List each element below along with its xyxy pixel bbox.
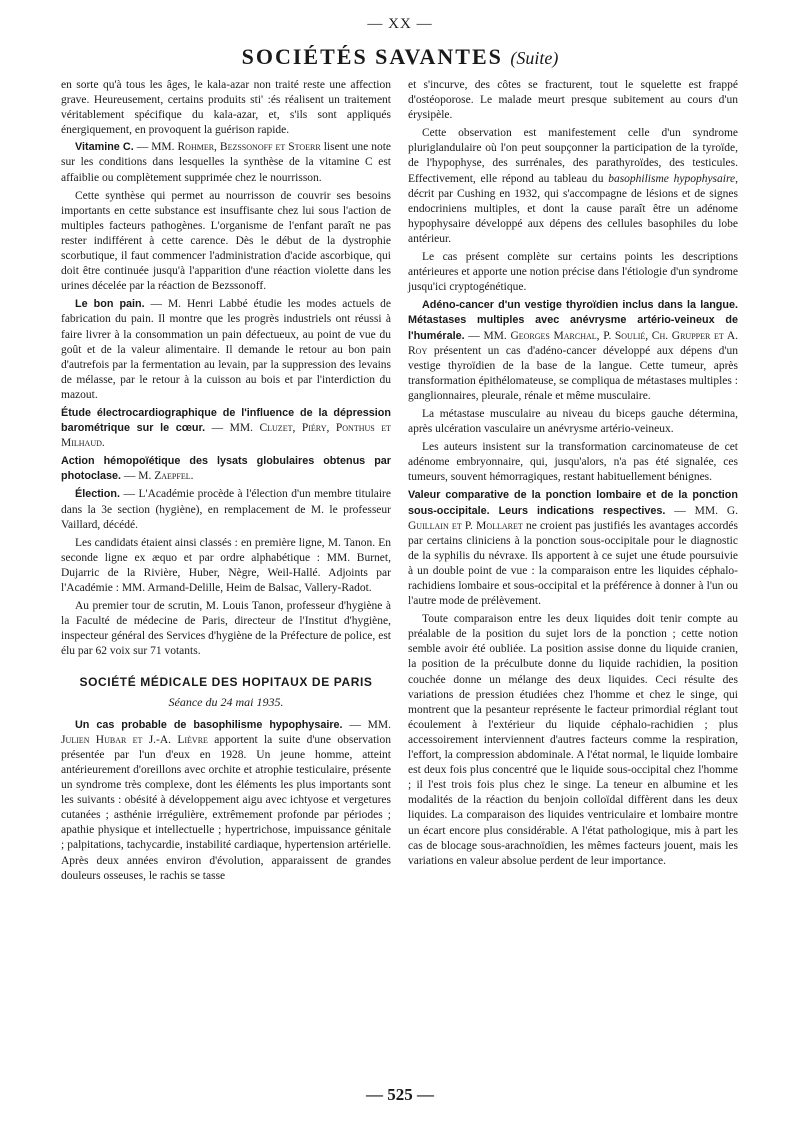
text-election: — L'Académie procède à l'élection d'un membre titulaire dans la 3e section (hygiène), en remplacement de M. le professeur Vaillard, décédé.: [61, 488, 391, 531]
paragraph-metastase: La métastase musculaire au niveau du biceps gauche détermina, après ulcération vasculaire un anévrysme artério-veineux.: [408, 407, 738, 436]
paragraph-scrutin: Au premier tour de scrutin, M. Louis Tanon, professeur d'hygiène à la Faculté de médecine de Paris, directeur de l'Institut d'hygiène, inspecteur général des Services d'hygiène de la Préfecture de police, est élu par 62 voix sur 71 votants.: [61, 600, 391, 658]
paragraph-election: [61, 487, 391, 532]
right-column: [408, 78, 738, 871]
heading-suite: (Suite): [510, 48, 559, 68]
authors-action: — M. Zaepfel.: [123, 470, 194, 483]
text-basophilisme: apportent la suite d'une observation présentée par l'un d'eux en 1928. Un jeune homme, atteint antérieurement d'oreillons avec orchite et atrophie testiculaire, présente un syndrome très complexe, dont les éléments les plus importants sont les suivants : obésité à développement aigu avec ichtyose et vergetures cutanées ; asthénie irrégulière, extrêmement profonde par périodes ; apathie physique et intellectuelle ; hypertrichose, impuissance génitale ; palpitations, tachycardie, instabilité cardiaque, hypertension artérielle. Après deux années environ d'évolution, apparaissent de grandes douleurs osseuses, le rachis se tasse: [61, 733, 391, 882]
text-adeno-cancer: présentent un cas d'adéno-cancer développé aux dépens d'un vestige thyroïdien de la base de la langue. Cette tumeur, après transformation épithélomateuse, se compliqua de métastases multiples : ganglionnaires, pleurale, rénale et même musculaire.: [408, 344, 738, 402]
item-title-election: Élection.: [75, 488, 120, 501]
text-vitamine-c: lisent une note sur les conditions dans lesquelles la synthèse de la vitamine C est affaiblie ou complètement supprimée chez le nourrisson.: [61, 141, 391, 184]
paragraph-candidats: Les candidats étaient ainsi classés : en première ligne, M. Tanon. En seconde ligne ex æquo et par ordre alphabétique : MM. Burnet, Dujarric de la Rivière, Huber, Nègre, Weil-Hallé. Adjoints par l'Académie : MM. Armand-Delille, Heim de Balsac, Vallery-Radot.: [61, 536, 391, 594]
paragraph-action-hemopoietique: [61, 454, 391, 484]
paragraph-vitamine-c: [61, 140, 391, 185]
paragraph-continuation: et s'incurve, des côtes se fracturent, tout le squelette est frappé d'ostéoporose. Le malade meurt presque subitement au cours d'un érysipèle.: [408, 79, 738, 122]
paragraph-etude-ecg: [61, 406, 391, 451]
paragraph-synthese: Cette synthèse qui permet au nourrisson de couvrir ses besoins importants en cette substance est insuffisante chez lui sous l'action de multiples facteurs pathogènes. L'organisme de l'enfant paraît ne pas rester indifférent à cette carence. Dès le début de la dystrophie scorbutique, il faut commencer l'administration d'acide ascorbique, qui doit être continuée jusqu'à l'apparition d'une réaction violette dans les urines décelée par la réaction de Bezssonoff.: [61, 189, 391, 293]
authors-valeur: — MM. G. Guillain et P. Mollaret: [408, 504, 739, 532]
page-number: — 525 —: [366, 1085, 434, 1104]
item-title-valeur: Valeur comparative de la ponction lombaire et de la ponction sous-occipitale. Leurs indications respectives.: [408, 489, 738, 517]
roman-folio: — XX —: [367, 16, 433, 32]
text-observation-italic: basophilisme hypophysaire: [608, 172, 736, 185]
authors-etude-ecg: — MM. Cluzet, Piéry, Ponthus et Milhaud.: [61, 422, 391, 450]
section-title-hopitaux: SOCIÉTÉ MÉDICALE DES HOPITAUX DE PARIS: [79, 675, 373, 690]
paragraph-valeur-ponction: [408, 488, 738, 609]
authors-basophilisme: — MM. Julien Hubar et J.-A. Lièvre: [61, 718, 392, 746]
left-column: [61, 78, 391, 886]
text-bon-pain: — M. Henri Labbé étudie les modes actuels de fabrication du pain. Il montre que les progrès industriels ont réussi à faire livrer à la consommation un pain défectueux, au point de vue du goût et de la valeur alimentaire. Il demande le retour au bon pain d'autrefois par la fermentation au levain, par la suppression des levains de mélasse, par le retour à la cuisson au bois et par l'interdiction du mazout.: [61, 298, 391, 401]
item-title-adeno-cancer: Adéno-cancer d'un vestige thyroïdien inclus dans la langue. Métastases multiples avec anévrysme artério-veineux de l'humérale.: [408, 299, 738, 342]
text-valeur: ne croient pas justifiés les avantages accordés par certains cliniciens à la ponction sous-occipitale pour le diagnostic de la syphilis du névraxe. Ils apportent à ce sujet une étude poursuivie à un double point de vue : la comparaison entre les liquides céphalo-rachidiens lombaire et sous-occipital et la préférence à donner à l'un ou l'autre mode de prélèvement.: [408, 519, 739, 608]
item-title-etude-ecg: Étude électrocardiographique de l'influence de la dépression barométrique sur le cœur.: [61, 406, 391, 435]
paragraph-comparaison: Toute comparaison entre les deux liquides doit tenir compte au préalable de la position du sujet lors de la ponction ; cette notion semble avoir été oubliée. La position assise donne du liquide cranien, la position de la préculbute donne du liquide rachidien, la position couchée donne un mélange des deux liquides. Ceci résulte des variations de pression étudiées chez l'homme et chez le singe, qui montrent que la pesanteur représente le facteur primordial réglant tout écoulement à l'extérieur du liquide céphalo-rachidien ; plus accessoirement interviennent d'autres facteurs comme la respiration, l'effort, la compression abdominale. A l'état normal, le liquide lombaire est deux fois plus concentré que le liquide sous-occipital chez l'homme ; il l'est trois fois plus chez le singe. La teneur en albumine et les modalités de la réaction du benjoin colloïdal diffèrent dans les deux liquides. La comparaison des liquides ventriculaire et lombaire montre un écart encore plus considérable. A l'état pathologique, mis à part les cas de blocage sous-arachnoïdien, les mêmes facteurs jouent, mais les variations en valeur absolue perdent de leur importance.: [408, 613, 738, 867]
item-title-vitamine-c: Vitamine C.: [75, 141, 134, 154]
paragraph-cas-present: Le cas présent complète sur certains points les descriptions antérieures et apporte une notion précise dans l'étiologie d'un syndrome jusqu'ici cryptogénétique.: [408, 251, 738, 294]
paragraph-kala-azar: en sorte qu'à tous les âges, le kala-azar non traité reste une affection grave. Heureusement, certains produits sti' :és réalisent un traitement véritablement spécifique du kala-azar, et, s'ils sont appliqués énergiquement, en provoquent la guérison rapide.: [61, 79, 391, 137]
paragraph-adeno-cancer: [408, 298, 738, 404]
item-title-action: Action hémopoïétique des lysats globulaires obtenus par photoclase.: [61, 455, 391, 483]
item-title-bon-pain: Le bon pain.: [75, 298, 145, 311]
paragraph-auteurs: Les auteurs insistent sur la transformation carcinomateuse de cet adénome embryonnaire, qui, jusqu'alors, n'a pas été signalée, ces tumeurs, souvent hémorragiques, restant habituellement bénignes.: [408, 441, 738, 484]
authors-vitamine-c: — MM. Rohmer, Bezssonoff et Stoerr: [136, 141, 321, 154]
section-date: Séance du 24 mai 1935.: [168, 694, 284, 709]
text-observation-b: , décrit par Cushing en 1932, qui s'accompagne de lésions et de signes endocriniens multiples, et dont la cause paraît être un adénome hypophysaire développé aux dépens des cellules basophiles du lobe antérieur.: [408, 172, 739, 245]
page-heading: [0, 44, 800, 70]
text-observation-a: Cette observation est manifestement celle d'un syndrome pluriglandulaire où l'on peut soupçonner la participation de la tyroïde, de l'hypophyse, des surrénales, des parathyroïdes, des testicules. Effectivement, elle répond au tableau du: [408, 127, 738, 185]
authors-adeno-cancer: — MM. Georges Marchal, P. Soulié, Ch. Grupper et A. Roy: [408, 329, 739, 357]
item-title-basophilisme: Un cas probable de basophilisme hypophysaire.: [75, 718, 343, 731]
paragraph-basophilisme: [61, 718, 391, 884]
paragraph-observation: [408, 126, 738, 247]
paragraph-bon-pain: [61, 297, 391, 403]
heading-title: SOCIÉTÉS SAVANTES: [241, 44, 503, 69]
